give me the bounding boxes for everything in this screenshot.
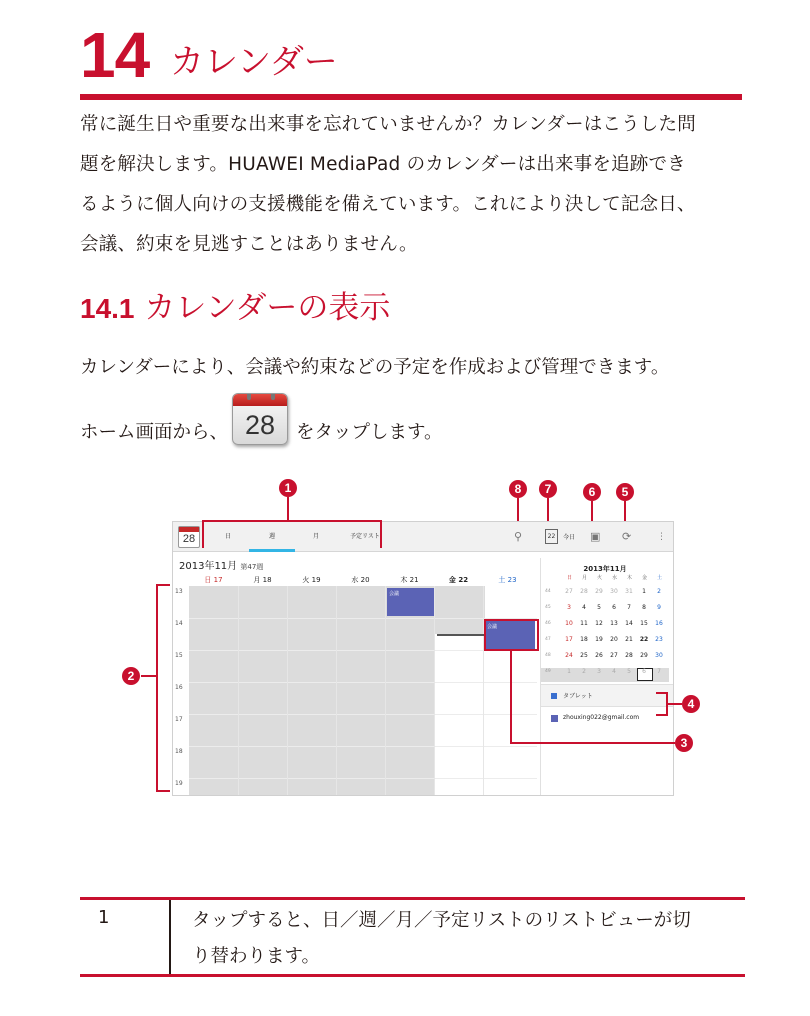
- chapter-title: カレンダー: [170, 42, 338, 82]
- table-row-description: タップすると、日／週／月／予定リストのリストビューが切 り替わります。: [192, 910, 691, 967]
- section-number: 14.1: [80, 293, 135, 324]
- intro-line-2: 題を解決します。HUAWEI MediaPad のカレンダーは出来事を追跡でき: [80, 154, 686, 175]
- table-row-number: 1: [98, 907, 110, 928]
- today-label[interactable]: 今日: [563, 534, 576, 541]
- mini-day[interactable]: 23: [655, 636, 663, 643]
- day-header-fri[interactable]: 金 22: [448, 576, 469, 584]
- search-icon[interactable]: ⚲: [514, 530, 523, 543]
- mini-day[interactable]: 4: [612, 668, 616, 675]
- mini-day[interactable]: 29: [640, 652, 648, 659]
- table-bottom-rule: [80, 974, 745, 977]
- mini-day[interactable]: 25: [580, 652, 588, 659]
- mini-day[interactable]: 27: [610, 652, 618, 659]
- account-row-gmail[interactable]: zhouxing022@gmail.com: [541, 706, 674, 728]
- callout-badge-3: 3: [675, 734, 693, 752]
- account-row-tablet[interactable]: タブレット: [541, 684, 674, 706]
- hour-label: 18: [175, 748, 183, 755]
- event-block[interactable]: 会議: [387, 588, 434, 616]
- chapter-number: 14: [80, 19, 150, 91]
- mini-week-number: 47: [545, 637, 551, 642]
- section-title-text: カレンダーの表示: [144, 290, 391, 326]
- callout-badge-2: 2: [122, 667, 140, 685]
- day-header-wed[interactable]: 水 20: [351, 576, 370, 584]
- calendar-screenshot: [172, 521, 674, 796]
- mini-day[interactable]: 26: [595, 652, 603, 659]
- callout-badge-7: 7: [539, 480, 557, 498]
- mini-day[interactable]: 22: [639, 636, 649, 643]
- mini-day[interactable]: 30: [655, 652, 663, 659]
- hour-label: 15: [175, 652, 183, 659]
- mini-day[interactable]: 2: [657, 588, 661, 595]
- day-header-thu[interactable]: 木 21: [400, 576, 419, 584]
- mini-day[interactable]: 28: [625, 652, 633, 659]
- mini-day[interactable]: 21: [625, 636, 633, 643]
- week-title: 2013年11月 第47週: [179, 561, 264, 572]
- mini-day[interactable]: 9: [657, 604, 661, 611]
- mini-day[interactable]: 20: [610, 636, 618, 643]
- mini-day[interactable]: 29: [595, 588, 603, 595]
- hour-label: 16: [175, 684, 183, 691]
- mini-day[interactable]: 27: [565, 588, 573, 595]
- section-text: カレンダーにより、会議や約束などの予定を作成および管理できます。: [80, 357, 670, 378]
- hour-label: 17: [175, 716, 183, 723]
- tab-day[interactable]: 日: [224, 533, 231, 540]
- mini-week-number: 44: [545, 589, 551, 594]
- mini-day[interactable]: 14: [625, 620, 633, 627]
- mini-day[interactable]: 19: [595, 636, 603, 643]
- home-prefix: ホーム画面から、: [80, 422, 229, 443]
- mini-day[interactable]: 31: [625, 588, 633, 595]
- mini-week-number: 48: [545, 653, 551, 658]
- calendar-app-icon[interactable]: [232, 393, 288, 445]
- current-time-line: [437, 634, 487, 636]
- day-header-sat[interactable]: 土 23: [498, 576, 517, 584]
- mini-day[interactable]: 13: [610, 620, 618, 627]
- side-panel: 2013年11月 日 月 火 水 木 金 土 44 27 28 29 30 31 1 2 45 3 4 5 6 7 8 9 46 10 11 12 13 14 15 16 47 17 18 19 20 21 22 23 48 24 25 26 27 28 29 30 49 1 2 3 4 5 6 7 タブレット zhouxing022@gmail.com: [540, 558, 674, 796]
- calendar-icon[interactable]: 28: [178, 526, 200, 548]
- new-event-icon[interactable]: ▣: [590, 530, 601, 543]
- mini-day[interactable]: 5: [627, 668, 631, 675]
- hour-label: 14: [175, 620, 183, 627]
- callout-badge-8: 8: [509, 480, 527, 498]
- callout-badge-1: 1: [279, 479, 297, 497]
- mini-day[interactable]: 8: [642, 604, 646, 611]
- mini-day[interactable]: 2: [582, 668, 586, 675]
- mini-day[interactable]: 17: [565, 636, 573, 643]
- mini-day[interactable]: 6: [612, 604, 616, 611]
- table-divider: [169, 900, 171, 974]
- calendar-app-icon-number: 28: [244, 410, 276, 440]
- menu-icon[interactable]: ⋮: [657, 532, 666, 542]
- mini-week-number: 49: [545, 669, 551, 674]
- table-top-rule: [80, 897, 745, 900]
- mini-calendar-title: 2013年11月: [583, 565, 627, 573]
- mini-day[interactable]: 7: [657, 668, 661, 675]
- mini-day[interactable]: 24: [565, 652, 573, 659]
- section-title: [80, 286, 390, 331]
- mini-day[interactable]: 5: [597, 604, 601, 611]
- tab-indicator: [249, 549, 295, 552]
- mini-day[interactable]: 12: [595, 620, 603, 627]
- mini-day[interactable]: 6: [642, 668, 646, 675]
- hour-label: 13: [175, 588, 183, 595]
- intro-line-3: るように個人向けの支援機能を備えています。これにより決して記念日、: [80, 194, 696, 215]
- mini-day[interactable]: 16: [655, 620, 663, 627]
- today-icon[interactable]: 22: [545, 529, 558, 544]
- hour-label: 19: [175, 780, 183, 787]
- mini-day[interactable]: 1: [567, 668, 571, 675]
- mini-day[interactable]: 11: [580, 620, 588, 627]
- mini-day[interactable]: 30: [610, 588, 618, 595]
- day-header-mon[interactable]: 月 18: [253, 576, 272, 584]
- callout-badge-4: 4: [682, 695, 700, 713]
- refresh-icon[interactable]: ⟳: [622, 530, 632, 543]
- tab-month[interactable]: 月: [312, 533, 319, 540]
- mini-day[interactable]: 7: [627, 604, 631, 611]
- mini-week-number: 45: [545, 605, 551, 610]
- day-header-sun[interactable]: 日 17: [204, 576, 223, 584]
- mini-day[interactable]: 18: [580, 636, 588, 643]
- mini-day[interactable]: 3: [597, 668, 601, 675]
- callout-badge-6: 6: [583, 483, 601, 501]
- intro-line-1: 常に誕生日や重要な出来事を忘れていませんか？カレンダーはこうした問: [80, 114, 696, 135]
- mini-day[interactable]: 28: [580, 588, 588, 595]
- mini-week-number: 46: [545, 621, 551, 626]
- chapter-rule: [80, 94, 742, 100]
- tab-agenda[interactable]: 予定リスト: [350, 533, 380, 540]
- day-header-tue[interactable]: 火 19: [302, 576, 321, 584]
- event-block[interactable]: 会議: [485, 621, 535, 649]
- mini-day[interactable]: 3: [567, 604, 571, 611]
- home-suffix: をタップします。: [296, 422, 443, 443]
- callout-badge-5: 5: [616, 483, 634, 501]
- intro-line-4: 会議、約束を見逃すことはありません。: [80, 234, 418, 255]
- mini-day[interactable]: 1: [642, 588, 646, 595]
- mini-day[interactable]: 4: [582, 604, 586, 611]
- mini-day[interactable]: 15: [640, 620, 648, 627]
- mini-day[interactable]: 10: [565, 620, 573, 627]
- tab-week[interactable]: 週: [268, 533, 275, 540]
